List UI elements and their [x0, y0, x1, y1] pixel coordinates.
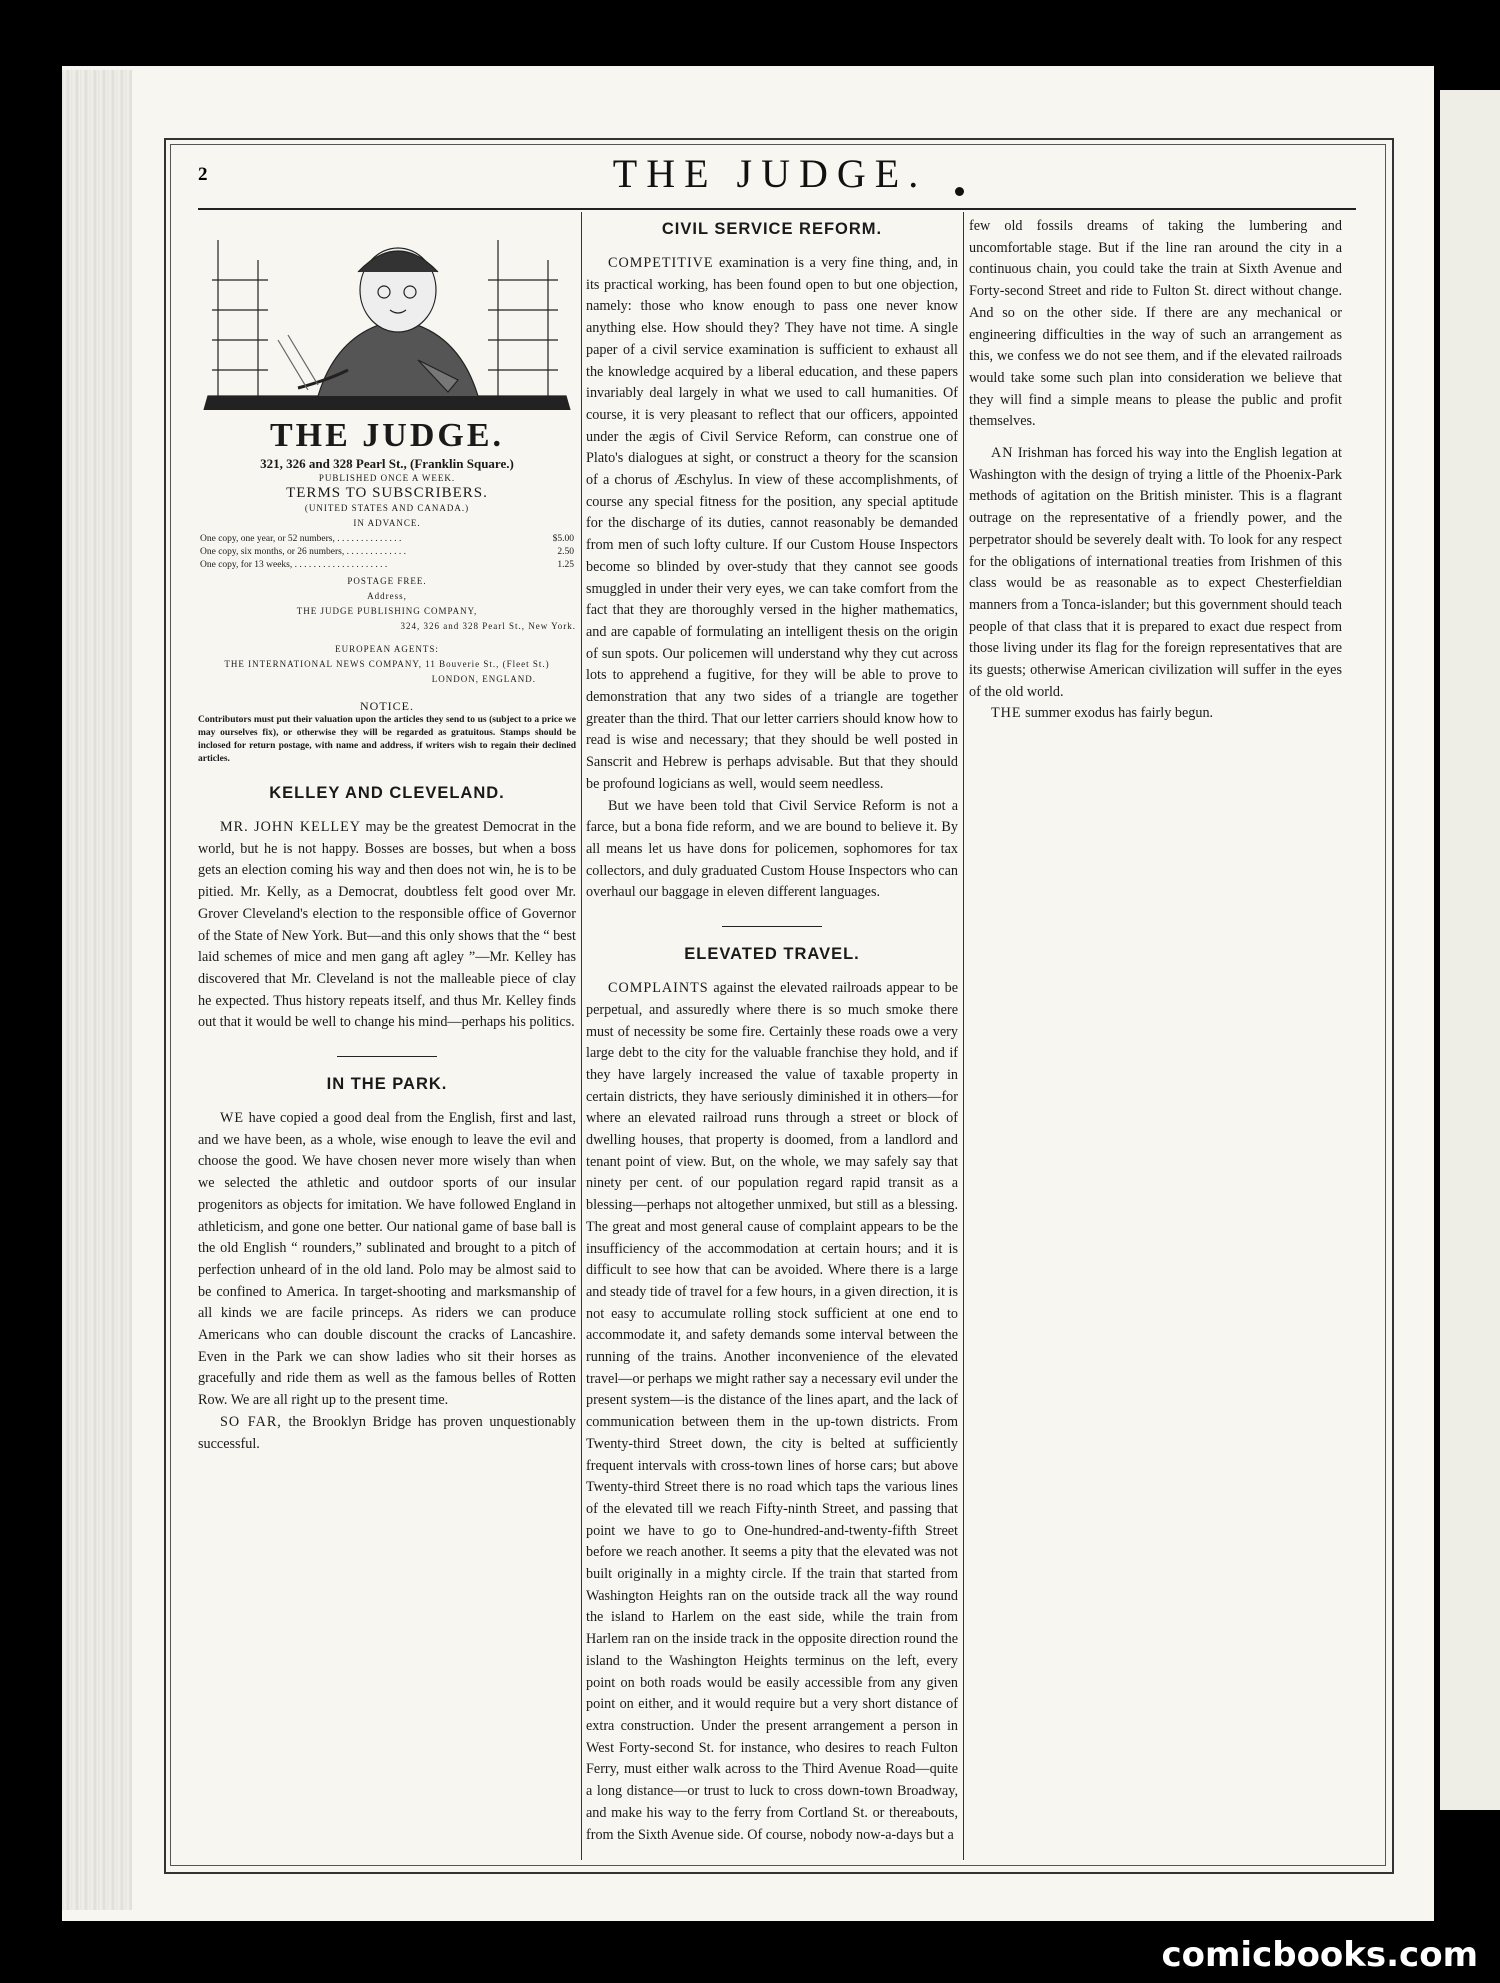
lead-words: SO FAR, [220, 1413, 282, 1430]
site-watermark: comicbooks.com [1161, 1935, 1478, 1975]
article-summer [969, 703, 1342, 725]
article-park [198, 1108, 576, 1412]
article-elevated [586, 978, 958, 1846]
rate-price: 1.25 [557, 560, 574, 570]
info-terms-sub: (UNITED STATES AND CANADA.) [304, 503, 470, 513]
lead-words: WE [220, 1110, 245, 1127]
heading-kelley: KELLEY AND CLEVELAND. [269, 784, 505, 802]
column-1 [198, 216, 576, 1455]
lead-words: THE [991, 705, 1022, 722]
lead-words: AN [991, 445, 1014, 462]
article-body: Irishman has forced his way into the English legation at Washington with the design of trying a little of the Phoenix-Park methods of agitation on the British minister. This is a flagrant outrage on the representative of a friendly power, and the perpetrator should be severely dealt with. To look for any respect for the obligations of international treaties from Irishmen of this class would be as reasonable as to expect Chesterfieldian manners from a Tonca-islander; but this government should teach people of that class that it is prepared to exact due respect from those living under its flag for the foreign representatives that are its guests; otherwise American civilization will suffer in the eyes of the old world. [969, 445, 1342, 700]
lead-words: MR. JOHN KELLEY [220, 819, 362, 835]
heading-civil-service: CIVIL SERVICE REFORM. [661, 220, 883, 238]
article-civil-service [586, 253, 958, 796]
rate-row [200, 546, 574, 559]
article-irishman [969, 443, 1342, 703]
article-body: have copied a good deal from the English, first and last, and we have been, as a whole, wise enough to leave the evil and choose the good. We have chosen never more wisely than when we selected the athletic and outdoor sports of our insular progenitors as objects for imitation. We have followed England in athleticism, and gone one better. Our national game of base ball is the old English “ rounders,” sublinated and brought to a pitch of perfection unheard of in the old land. Polo may be almost said to be confined to America. In target-shooting and marksmanship of all kinds we are facile princeps. As riders we can produce Americans who can double discount the cracks of Lancashire. Even in the Park we can show ladies who sit their horses as gracefully and ride them as well as the famous belles of Rotten Row. We are all right up to the present time. [198, 1110, 576, 1409]
article-body: summer exodus has fairly begun. [1021, 705, 1214, 722]
info-title: THE JUDGE. [269, 417, 505, 454]
header-rule [198, 208, 1356, 210]
info-terms: TERMS TO SUBSCRIBERS. [286, 485, 488, 501]
column-3 [969, 216, 1342, 725]
info-agents-2: LONDON, ENGLAND. [431, 674, 536, 684]
article-body: may be the greatest Democrat in the world, but he is not happy. Bosses are bosses, but when a boss gets an election coming his way and then does not win, he is to be pitied. Mr. Kelly, as a Democrat, doubtless felt good over Mr. Grover Cleveland's election to the responsible office of Governor of the State of New York. But—and this only shows that the “ best laid schemes of mice and men gang aft agley ”—Mr. Kelley has discovered that Mr. Cleveland is not the malleable piece of clay he expected. Thus history repeats itself, and thus Mr. Kelley finds out that it would be well to change his mind—perhaps his politics. [198, 819, 576, 1031]
rate-price: 2.50 [557, 547, 574, 557]
info-address-label: Address, [367, 591, 407, 601]
info-company-addr: 324, 326 and 328 Pearl St., New York. [400, 621, 576, 631]
info-company: THE JUDGE PUBLISHING COMPANY, [296, 606, 478, 616]
info-agents-1: THE INTERNATIONAL NEWS COMPANY, 11 Bouverie St., (Fleet St.) [224, 659, 550, 669]
lead-words: COMPLAINTS [608, 980, 709, 997]
rate-row [200, 533, 574, 546]
article-bridge [198, 1412, 576, 1455]
info-agents-title: EUROPEAN AGENTS: [335, 644, 439, 654]
rate-price: $5.00 [552, 534, 574, 544]
heading-park: IN THE PARK. [326, 1075, 448, 1094]
info-advance: IN ADVANCE. [353, 518, 421, 528]
article-body: against the elevated railroads appear to be perpetual, and assuredly where there is so much smoke there must of necessity be some fire. Certainly these roads owe a very large debt to the city for the valuable franchise they hold, and if they have largely increased the value of taxable property in certain districts, they have seriously diminished it in others—for where an elevated railroad runs through a street or block of dwelling houses, that property is doomed, from a landlord and tenant point of view. But, on the whole, we may safely say that ninety per cent. of our population regard rapid transit as a blessing—perhaps not altogether unmixed, but still as a blessing. The great and most general cause of complaint appears to be the insufficiency of the accommodation at certain hours; and it is difficult to see how that can be avoided. Where there is a large and steady tide of travel for a few hours, in a given direction, it is not easy to accumulate rolling stock sufficient at one end to accommodate it, and safety demands some interval between the running of the trains. Another inconvenience of the elevated travel—or perhaps we might rather say a necessary evil under the present system—is the distance of the lines apart, and the lack of communication between them in the up-town districts. From Twenty-third Street down, the city is belted at sufficiently frequent intervals with cross-town lines of horse cars; but above Twenty-third Street there is no road which taps the various lines of the elevated till we reach Fifty-ninth Street, and passing that point we have to go to One-hundred-and-twenty-fifth Street before we reach another. It seems a pity that the elevated was not built originally in a mighty circle. If the train that started from Washington Heights ran on the outside track all the way round the island to Harlem on the east side, while the train from Harlem ran on the inside track in the opposite direction round the island to the Washington Heights terminus on the left, every point on both roads would be easily accessible from any given point on either, and it would require but a very short distance of extra construction. Under the present arrangement a person in West Forty-second St. for instance, who desires to reach Fulton Ferry, must either walk across to the Third Avenue Road—quite a long distance—or trust to luck to cross down-town Broadway, and make his way to the ferry from Cortland St. or thereabouts, from the Sixth Avenue side. Of course, nobody now-a-days but a [586, 980, 958, 1843]
rate-row [200, 559, 574, 572]
rate-label: One copy, six months, or 26 numbers, . . . . . . . . . . . . . [200, 547, 406, 557]
rates-table [200, 533, 574, 572]
masthead-dot [955, 187, 964, 196]
separator-rule [722, 926, 822, 927]
article-body: the Brooklyn Bridge has proven unquestionably successful. [198, 1413, 577, 1452]
column-divider [581, 212, 582, 1860]
info-published: PUBLISHED ONCE A WEEK. [318, 473, 456, 483]
page-number: 2 [198, 164, 208, 185]
notice-text: Contributors must put their valuation upon the articles they send to us (subject to a price we may ourselves fix), or otherwise they will be regarded as gratuitous. Stamps should be inclosed for return postage, with name and address, if writers wish to regain their declined articles. [198, 715, 576, 764]
column-2 [586, 216, 958, 1846]
notice-title: NOTICE. [360, 699, 414, 713]
article-elevated-continued: few old fossils dreams of taking the lumbering and uncomfortable stage. But if the line ran around the city in a continuous chain, you could take the train at Sixth Avenue and Forty-second Street and ride to Fulton St. direct without change. And so on the other side. If there are any mechanical or engineering difficulties in the way of such an arrangement as this, we confess we do not see them, and if the elevated railroads would take some such plan into consideration we believe that they will find a simple means to please the public and profit themselves. [969, 218, 1342, 430]
info-address: 321, 326 and 328 Pearl St., (Franklin Square.) [260, 456, 514, 471]
article-kelley [198, 817, 576, 1034]
masthead: THE JUDGE. [612, 151, 928, 196]
column-divider [963, 212, 964, 1860]
lead-words: COMPETITIVE [608, 255, 714, 271]
article-body: examination is a very fine thing, and, in its practical working, has been found open to but one objection, namely: those who know enough to pass one never know anything else. How should they? They have not time. A single paper of a civil service examination is sufficient to exhaust all the knowledge acquired by a liberal education, and these papers invariably deal largely in what we used to call humanities. Of course, it is very pleasant to reflect that our officers, appointed under the ægis of Civil Service Reform, can construe one of Plato's dialogues at sight, or construct a theory for the scansion of a chorus of Æschylus. In view of these accomplishments, of course any special fitness for the position, any special aptitude for the discharge of its duties, cannot reasonably be demanded from men of such lofty culture. If our Custom House Inspectors become so blinded by over-study that they cannot see goods smuggled in under their very eyes, we can take comfort from the fact that they are thoroughly versed in the higher mathematics, and are capable of formulating an intelligent thesis on the origin of sun spots. Our policemen will understand why they cut across lots to apprehend a fugitive, for they will be able to prove to demonstration that any two sides of a triangle are together greater than the third. That our letter carriers should know how to read is wise and necessary; that they should be well posted in Sanscrit and Hebrew is perhaps advisable. But that they should be profound logicians as well, would seem needless. [586, 255, 958, 792]
info-postage: POSTAGE FREE. [347, 576, 427, 586]
rate-label: One copy, one year, or 52 numbers, . . . . . . . . . . . . . . [200, 534, 402, 544]
heading-elevated: ELEVATED TRAVEL. [684, 945, 860, 964]
publication-info [198, 416, 576, 766]
binding-edge [62, 70, 132, 1910]
rate-label: One copy, for 13 weeks, . . . . . . . . . . . . . . . . . . . . [200, 560, 388, 570]
article-civil-service-2: But we have been told that Civil Service Reform is not a farce, but a bona fide reform, and we are bound to believe it. By all means let us have dons for policemen, sophomores for tax collectors, and duly graduated Custom House Inspectors who can overhaul our baggage in eleven different languages. [586, 797, 958, 901]
judge-illustration [198, 220, 576, 410]
adjacent-page-edge [1440, 90, 1500, 1810]
separator-rule [337, 1056, 437, 1057]
